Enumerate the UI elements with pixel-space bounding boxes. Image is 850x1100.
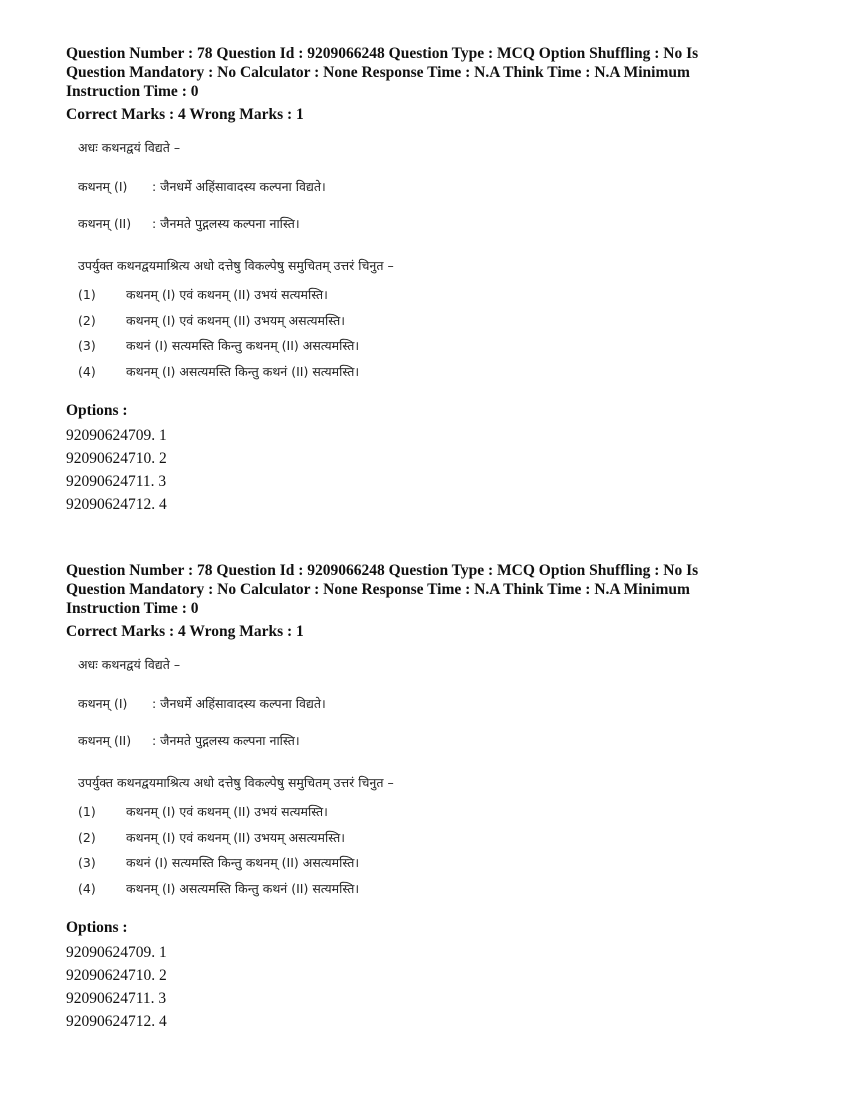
meta-line: Question Number : 78 Question Id : 9209066248 Question Type : MCQ Option Shuffling : No Is xyxy=(66,45,699,62)
statement-label: कथनम् (I) xyxy=(78,179,128,194)
choice-number: (3) xyxy=(78,855,96,871)
choice-text: कथनम् (I) असत्यमस्ति किन्तु कथनं (II) सत्यमस्ति। xyxy=(126,363,360,379)
statement-label: कथनम् (I) xyxy=(78,696,128,711)
question-meta xyxy=(66,561,766,641)
statement-label: कथनम् (II) xyxy=(78,216,132,231)
question-prompt: उपर्युक्त कथनद्वयमाश्रित्य अधो दत्तेषु विकल्पेषु समुचितम् उत्तरं चिनुत – xyxy=(78,775,394,790)
statement xyxy=(78,732,766,752)
choice-number: (2) xyxy=(78,312,96,328)
statement-text: : जैनमते पुद्गलस्य कल्पना नास्ति। xyxy=(152,216,300,231)
meta-line: Question Mandatory : No Calculator : None Response Time : N.A Think Time : N.A Minimum xyxy=(66,581,690,598)
choice-text: कथनम् (I) असत्यमस्ति किन्तु कथनं (II) सत्यमस्ति। xyxy=(126,880,360,896)
choice-item xyxy=(78,799,766,825)
option-id-row: 92090624712. 4 xyxy=(66,1013,167,1030)
statement-text: : जैनधर्मे अहिंसावादस्य कल्पना विद्यते। xyxy=(152,696,326,711)
question-body xyxy=(78,656,766,901)
statement xyxy=(78,178,766,198)
statement-label: कथनम् (II) xyxy=(78,733,132,748)
choice-list xyxy=(78,799,766,901)
option-id-row: 92090624709. 1 xyxy=(66,944,167,961)
option-id-row: 92090624711. 3 xyxy=(66,990,167,1007)
statement xyxy=(78,695,766,715)
statement xyxy=(78,215,766,235)
choice-text: कथनम् (I) एवं कथनम् (II) उभयम् असत्यमस्ति। xyxy=(126,312,345,328)
question-block xyxy=(66,44,766,516)
choice-item xyxy=(78,359,766,385)
option-id-row: 92090624710. 2 xyxy=(66,450,167,467)
statement-text: : जैनधर्मे अहिंसावादस्य कल्पना विद्यते। xyxy=(152,179,326,194)
options-heading: Options : xyxy=(66,402,128,419)
choice-number: (2) xyxy=(78,829,96,845)
choice-number: (4) xyxy=(78,880,96,896)
choice-text: कथनम् (I) एवं कथनम् (II) उभयम् असत्यमस्ति। xyxy=(126,829,345,845)
choice-number: (4) xyxy=(78,363,96,379)
choice-item xyxy=(78,850,766,876)
option-id-row: 92090624711. 3 xyxy=(66,473,167,490)
choice-text: कथनम् (I) एवं कथनम् (II) उभयं सत्यमस्ति। xyxy=(126,804,328,820)
options-list xyxy=(66,424,766,516)
option-id-row: 92090624712. 4 xyxy=(66,496,167,513)
option-id-row: 92090624710. 2 xyxy=(66,967,167,984)
choice-item xyxy=(78,825,766,851)
marks-line: Correct Marks : 4 Wrong Marks : 1 xyxy=(66,623,304,640)
question-body xyxy=(78,139,766,384)
choice-text: कथनम् (I) एवं कथनम् (II) उभयं सत्यमस्ति। xyxy=(126,287,328,303)
choice-item xyxy=(78,308,766,334)
choice-item xyxy=(78,282,766,308)
question-intro: अधः कथनद्वयं विद्यते – xyxy=(78,140,181,155)
meta-line: Instruction Time : 0 xyxy=(66,83,199,100)
question-intro: अधः कथनद्वयं विद्यते – xyxy=(78,657,181,672)
meta-line: Question Number : 78 Question Id : 9209066248 Question Type : MCQ Option Shuffling : No Is xyxy=(66,562,699,579)
statement-text: : जैनमते पुद्गलस्य कल्पना नास्ति। xyxy=(152,733,300,748)
choice-number: (1) xyxy=(78,287,96,303)
options-list xyxy=(66,941,766,1033)
question-prompt: उपर्युक्त कथनद्वयमाश्रित्य अधो दत्तेषु विकल्पेषु समुचितम् उत्तरं चिनुत – xyxy=(78,258,394,273)
choice-number: (3) xyxy=(78,338,96,354)
meta-line: Question Mandatory : No Calculator : None Response Time : N.A Think Time : N.A Minimum xyxy=(66,64,690,81)
choice-text: कथनं (I) सत्यमस्ति किन्तु कथनम् (II) असत्यमस्ति। xyxy=(126,338,360,354)
meta-line: Instruction Time : 0 xyxy=(66,600,199,617)
question-meta xyxy=(66,44,766,124)
question-block xyxy=(66,561,766,1033)
choice-text: कथनं (I) सत्यमस्ति किन्तु कथनम् (II) असत्यमस्ति। xyxy=(126,855,360,871)
marks-line: Correct Marks : 4 Wrong Marks : 1 xyxy=(66,106,304,123)
choice-list xyxy=(78,282,766,384)
choice-number: (1) xyxy=(78,804,96,820)
choice-item xyxy=(78,333,766,359)
choice-item xyxy=(78,876,766,902)
option-id-row: 92090624709. 1 xyxy=(66,427,167,444)
options-heading: Options : xyxy=(66,919,128,936)
